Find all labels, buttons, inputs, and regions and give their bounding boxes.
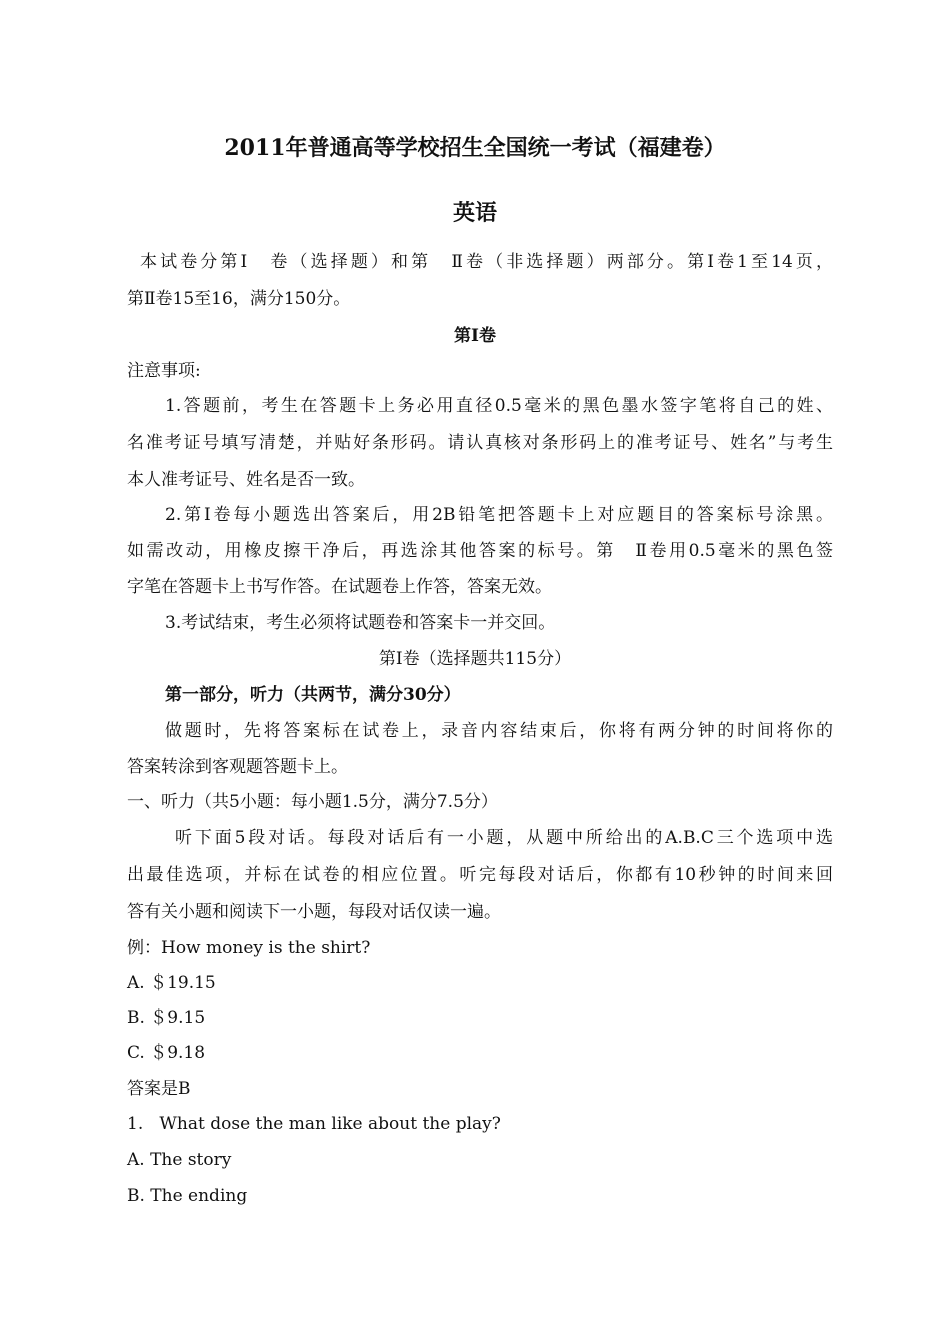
note-line-5: 如需改动，用橡皮擦干净后，再选涂其他答案的标号。第 Ⅱ卷用0.5毫米的黑色签 bbox=[127, 541, 833, 561]
note-line-1: 1.答题前，考生在答题卡上务必用直径0.5毫米的黑色墨水签字笔将自己的姓、 bbox=[165, 396, 833, 416]
example-option-a: A. ＄19.15 bbox=[127, 973, 216, 993]
example-answer: 答案是B bbox=[127, 1079, 191, 1099]
subject-title: 英语 bbox=[452, 200, 497, 226]
note-line-3: 本人准考证号、姓名是否一致。 bbox=[127, 470, 365, 490]
question-1-option-b: B. The ending bbox=[127, 1186, 248, 1206]
volume1-heading: 第Ⅰ卷 bbox=[454, 326, 496, 346]
part1-instruction-1: 做题时，先将答案标在试卷上，录音内容结束后，你将有两分钟的时间将你的 bbox=[165, 721, 833, 741]
example-question: 例：How money is the shirt? bbox=[127, 938, 371, 958]
question-1: 1. What dose the man like about the play? bbox=[127, 1114, 501, 1134]
section1-instruction-3: 答有关小题和阅读下一小题，每段对话仅读一遍。 bbox=[127, 902, 501, 922]
exam-title: 2011年普通高等学校招生全国统一考试（福建卷） bbox=[224, 135, 726, 161]
section1-instruction-2: 出最佳选项，并标在试卷的相应位置。听完每段对话后，你都有10秒钟的时间来回 bbox=[127, 865, 833, 885]
note-line-7: 3.考试结束，考生必须将试题卷和答案卡一并交回。 bbox=[165, 613, 556, 633]
example-option-b: B. ＄9.15 bbox=[127, 1008, 206, 1028]
section1-instruction-1: 听下面5段对话。每段对话后有一小题，从题中所给出的A.B.C三个选项中选 bbox=[175, 828, 833, 848]
intro-line-2: 第Ⅱ卷15至16，满分150分。 bbox=[127, 289, 351, 309]
note-line-6: 字笔在答题卡上书写作答。在试题卷上作答，答案无效。 bbox=[127, 577, 552, 597]
part1-instruction-2: 答案转涂到客观题答题卡上。 bbox=[127, 757, 348, 777]
section-heading: 第Ⅰ卷（选择题共115分） bbox=[378, 649, 572, 669]
section1-heading: 一、听力（共5小题：每小题1.5分，满分7.5分） bbox=[127, 792, 498, 812]
question-1-option-a: A. The story bbox=[127, 1150, 232, 1170]
intro-line-1: 本试卷分第Ⅰ 卷（选择题）和第 Ⅱ卷（非选择题）两部分。第Ⅰ卷1至14页， bbox=[140, 252, 833, 272]
notes-label: 注意事项: bbox=[127, 361, 201, 381]
example-option-c: C. ＄9.18 bbox=[127, 1043, 206, 1063]
part1-heading: 第一部分，听力（共两节，满分30分） bbox=[165, 685, 461, 705]
note-line-4: 2.第Ⅰ卷每小题选出答案后，用2B铅笔把答题卡上对应题目的答案标号涂黑。 bbox=[165, 505, 833, 525]
note-line-2: 名准考证号填写清楚，并贴好条形码。请认真核对条形码上的准考证号、姓名”与考生 bbox=[127, 433, 833, 453]
